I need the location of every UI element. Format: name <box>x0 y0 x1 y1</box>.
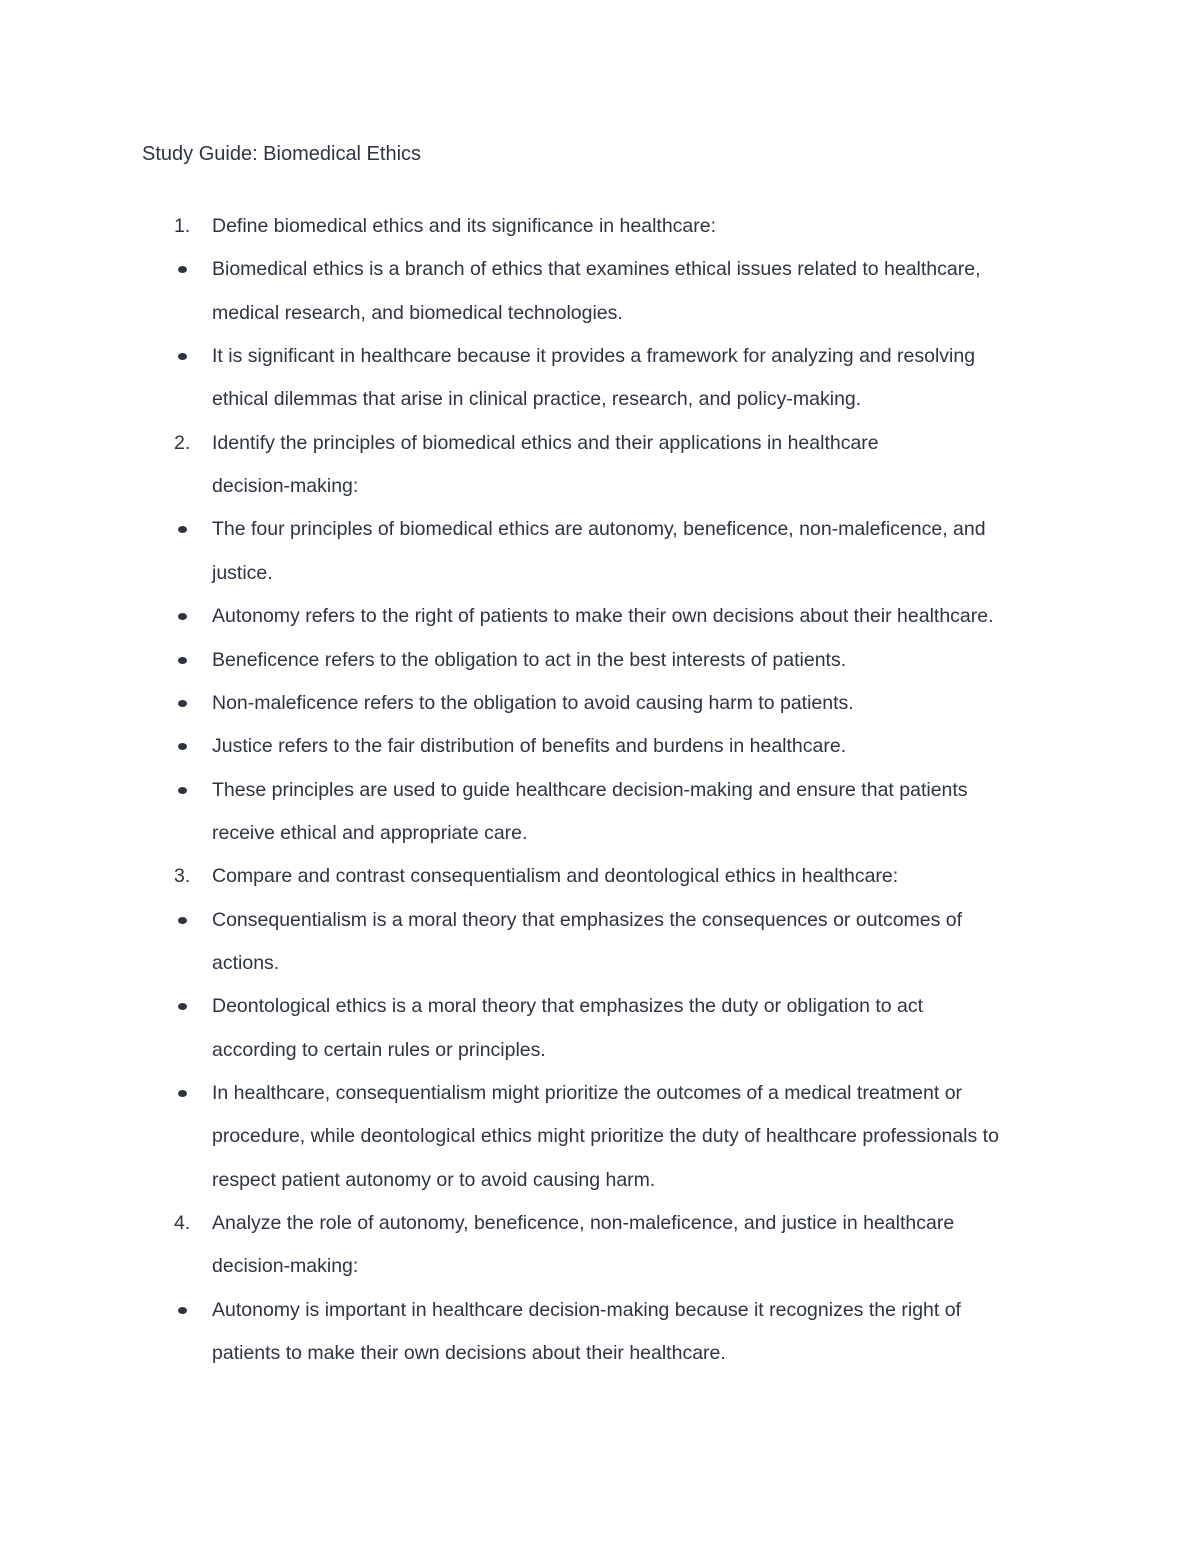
bullet-icon <box>178 700 187 707</box>
bullet-text-line: actions. <box>212 951 280 974</box>
list-number: 3. <box>174 865 191 888</box>
bullet-text-line: It is significant in healthcare because it provides a framework for analyzing and resolving <box>212 345 976 368</box>
document-title: Study Guide: Biomedical Ethics <box>142 143 422 165</box>
bullet-text-line: Autonomy refers to the right of patients to make their own decisions about their healthcare. <box>212 605 994 628</box>
question-text-line: Identify the principles of biomedical ethics and their applications in healthcare <box>212 431 879 454</box>
list-number: 1. <box>174 215 191 237</box>
bullet-text-line: receive ethical and appropriate care. <box>212 821 528 844</box>
bullet-icon <box>178 1090 187 1097</box>
question-text-line: Analyze the role of autonomy, beneficence, non-maleficence, and justice in healthcare <box>212 1212 955 1235</box>
bullet-text-line: ethical dilemmas that arise in clinical practice, research, and policy-making. <box>212 388 862 411</box>
bullet-text-line: justice. <box>212 561 273 584</box>
bullet-text-line: Beneficence refers to the obligation to act in the best interests of patients. <box>212 648 847 671</box>
question-text-line: decision-making: <box>212 475 359 498</box>
bullet-text-line: Deontological ethics is a moral theory that emphasizes the duty or obligation to act <box>212 995 924 1018</box>
bullet-text-line: medical research, and biomedical technologies. <box>212 301 623 324</box>
bullet-icon <box>178 613 187 620</box>
bullet-text-line: Biomedical ethics is a branch of ethics that examines ethical issues related to healthcare, <box>212 258 981 281</box>
bullet-text-line: procedure, while deontological ethics might prioritize the duty of healthcare professionals to <box>212 1125 999 1148</box>
bullet-text-line: Autonomy is important in healthcare decision-making because it recognizes the right of <box>212 1298 961 1321</box>
bullet-icon <box>178 743 187 750</box>
list-number: 4. <box>174 1212 191 1235</box>
question-text-line: Define biomedical ethics and its significance in healthcare: <box>212 215 717 237</box>
bullet-icon <box>178 657 187 664</box>
bullet-icon <box>178 266 187 273</box>
bullet-icon <box>178 526 187 533</box>
bullet-text-line: The four principles of biomedical ethics are autonomy, beneficence, non-maleficence, and <box>212 518 986 541</box>
bullet-icon <box>178 353 187 360</box>
bullet-icon <box>178 1003 187 1010</box>
bullet-text-line: respect patient autonomy or to avoid causing harm. <box>212 1168 656 1191</box>
bullet-text-line: according to certain rules or principles. <box>212 1038 546 1061</box>
question-text-line: decision-making: <box>212 1255 359 1278</box>
bullet-icon <box>178 1307 187 1314</box>
bullet-text-line: Consequentialism is a moral theory that emphasizes the consequences or outcomes of <box>212 908 963 931</box>
bullet-text-line: In healthcare, consequentialism might prioritize the outcomes of a medical treatment or <box>212 1082 963 1104</box>
list-number: 2. <box>174 431 191 454</box>
bullet-text-line: patients to make their own decisions about their healthcare. <box>212 1342 726 1365</box>
bullet-icon <box>178 787 187 794</box>
bullet-icon <box>178 917 187 924</box>
bullet-text-line: Non-maleficence refers to the obligation to avoid causing harm to patients. <box>212 691 854 714</box>
bullet-text-line: Justice refers to the fair distribution of benefits and burdens in healthcare. <box>212 735 847 758</box>
question-text-line: Compare and contrast consequentialism and deontological ethics in healthcare: <box>212 865 899 888</box>
bullet-text-line: These principles are used to guide healthcare decision-making and ensure that patients <box>212 778 968 801</box>
